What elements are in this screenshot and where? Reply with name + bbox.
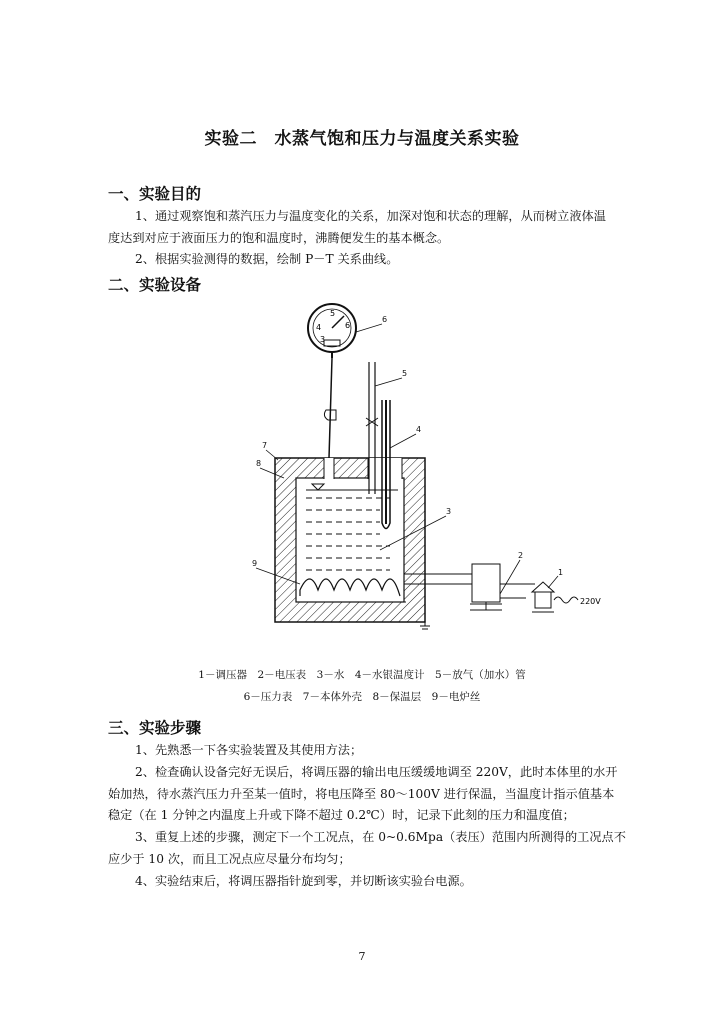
purpose-line-3: 2、根据实验测得的数据，绘制 P－T 关系曲线。 — [135, 252, 399, 266]
diagram-legend-line-2: 6－压力表 7－本体外壳 8－保温层 9－电炉丝 — [243, 691, 481, 703]
label-1: 1 — [558, 568, 564, 577]
page-number: 7 — [358, 950, 366, 963]
pressure-gauge — [308, 304, 356, 458]
gauge-tick: 3 — [320, 335, 326, 344]
gauge-tick: 5 — [330, 309, 336, 318]
label-6: 6 — [382, 315, 388, 324]
section-heading-purpose: 一、实验目的 — [108, 185, 202, 203]
step-1: 1、先熟悉一下各实验装置及其使用方法； — [135, 743, 363, 757]
label-7: 7 — [262, 441, 268, 450]
insulated-body — [275, 458, 425, 622]
gauge-tick: 4 — [316, 323, 322, 332]
purpose-text — [108, 206, 638, 271]
apparatus-diagram — [230, 298, 610, 638]
step-4: 4、实验结束后，将调压器指针旋到零，并切断该实验台电源。 — [135, 873, 472, 888]
gauge-tick: 6 — [345, 321, 351, 330]
step-3-line-2: 应少于 10 次，而且工况点应尽量分布均匀； — [108, 851, 351, 866]
step-2-line-2: 始加热，待水蒸汽压力升至某一值时，将电压降至 80～100V 进行保温，当温度计指示值基本 — [108, 786, 615, 801]
diagram-legend-line-1: 1－调压器 2－电压表 3－水 4－水银温度计 5－放气（加水）管 — [198, 669, 526, 681]
label-4: 4 — [416, 425, 422, 434]
step-3-line-1: 3、重复上述的步骤，测定下一个工况点，在 0~0.6Mpa（表压）范围内所测得的工况点不 — [135, 830, 626, 845]
electrical-circuit — [404, 564, 578, 629]
label-3: 3 — [446, 507, 452, 516]
label-2: 2 — [518, 551, 524, 560]
supply-voltage-label: 220V — [580, 597, 601, 606]
label-5: 5 — [402, 369, 408, 378]
label-9: 9 — [252, 559, 258, 568]
section-heading-equipment: 二、实验设备 — [108, 276, 202, 294]
step-2-line-1: 2、检查确认设备完好无误后，将调压器的输出电压缓缓地调至 220V，此时本体里的水开 — [135, 764, 618, 779]
section-heading-steps: 三、实验步骤 — [108, 719, 202, 737]
label-8: 8 — [256, 459, 262, 468]
purpose-line-2: 度达到对应于液面压力的饱和温度时，沸腾便发生的基本概念。 — [108, 230, 450, 245]
step-2-line-3: 稳定（在 1 分钟之内温度上升或下降不超过 0.2℃）时，记录下此刻的压力和温度值； — [108, 808, 575, 823]
steps-text — [108, 740, 638, 893]
purpose-line-1: 1、通过观察饱和蒸汽压力与温度变化的关系，加深对饱和状态的理解，从而树立液体温 — [135, 209, 606, 223]
page-title: 实验二 水蒸气饱和压力与温度关系实验 — [204, 129, 520, 149]
